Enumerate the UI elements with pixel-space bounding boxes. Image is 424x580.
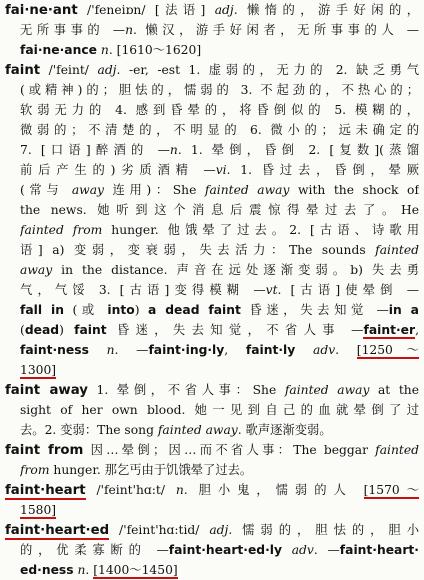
text-segment-highlighted: [1570～ xyxy=(363,483,419,497)
entry-line xyxy=(20,40,419,60)
text-segment xyxy=(282,543,292,557)
text-segment: . 懦弱的，胆怯的，胆小 xyxy=(228,523,419,537)
italic-label: adj xyxy=(209,523,229,537)
text-segment: . 胆小鬼，懦弱的人 xyxy=(183,483,364,497)
entry-line xyxy=(5,60,419,80)
text-segment: ) xyxy=(134,303,149,317)
entry-line xyxy=(20,200,419,220)
derived-form: fai·ne·ance xyxy=(20,43,97,57)
text-segment: ( xyxy=(20,323,25,337)
entry-line xyxy=(20,360,419,380)
derived-form: ed·ness xyxy=(20,563,74,577)
italic-label: n xyxy=(125,23,133,37)
text-segment: 连用)：She xyxy=(103,183,205,197)
text-segment: . [古语]使晕倒 — xyxy=(277,283,419,297)
text-segment: hunger. 那乞丐由于饥饿晕了过去。 xyxy=(49,463,253,477)
derived-form: faint·heart· xyxy=(339,543,419,557)
italic-label: adj xyxy=(97,63,117,77)
text-segment: . — xyxy=(114,343,149,357)
text-segment: /'feint'hɑ:tid/ xyxy=(109,523,210,537)
text-segment: 的，优柔寡断的 — xyxy=(20,543,169,557)
italic-label: n xyxy=(169,143,178,157)
entry-line xyxy=(20,420,419,440)
entry-line xyxy=(20,320,419,340)
entry-line xyxy=(20,500,419,520)
entry-line xyxy=(20,220,419,240)
text-segment: (或 xyxy=(63,303,108,317)
text-segment: 气，气馁 3. [古语]变得模糊 — xyxy=(20,283,266,297)
text-segment: 无所事事的 — xyxy=(20,23,126,37)
text-segment: . 1. 昏过去，昏倒，晕厥 xyxy=(226,163,419,177)
italic-label: fainted xyxy=(375,243,419,257)
italic-label: fainted away xyxy=(157,423,238,437)
italic-label: n xyxy=(77,563,86,577)
text-segment: at the xyxy=(369,383,419,397)
derived-form: into xyxy=(107,303,135,317)
text-segment: hunger. 他饿晕了过去。2. [古语、诗歌用 xyxy=(102,223,419,237)
entry-line xyxy=(20,280,419,300)
italic-label: fainted away xyxy=(204,183,290,197)
text-segment: . 懒惰的，游手好闲的， xyxy=(233,3,419,17)
entry-line xyxy=(20,460,419,480)
italic-label: n xyxy=(175,483,184,497)
italic-label: n xyxy=(100,43,109,57)
italic-label: from xyxy=(20,463,50,477)
text-segment: /'feneiɒn/ [法语] xyxy=(77,3,215,17)
text-segment: 昏迷，失去知觉 — xyxy=(240,303,389,317)
text-segment: 7. [口语]醉酒的 — xyxy=(20,143,170,157)
text-segment: . xyxy=(335,343,357,357)
entry-line xyxy=(20,20,419,40)
entry-line xyxy=(5,520,419,540)
derived-form: faint·ing·ly xyxy=(148,343,225,357)
text-segment: 去。2. 变弱：The song xyxy=(20,423,158,437)
entry-line xyxy=(20,540,419,560)
text-segment: 昏迷，失去知觉，不省人事 — xyxy=(106,323,364,337)
italic-label: adv xyxy=(313,343,336,357)
text-segment: in the distance. 声音在远处逐渐变弱。b) 失去勇 xyxy=(52,263,419,277)
entry-line xyxy=(20,400,419,420)
derived-form: faint xyxy=(74,323,107,337)
derived-form: a dead faint xyxy=(148,303,241,317)
headword: faint xyxy=(5,63,41,78)
text-segment: , xyxy=(415,323,419,337)
derived-form: faint·heart·ed·ly xyxy=(168,543,282,557)
italic-label: n xyxy=(106,343,115,357)
text-segment: the news. 她听到这个消息后震惊得晕过去了。He xyxy=(20,203,419,217)
entry-line xyxy=(5,440,419,460)
text-segment: 语] a) 变弱，变衰弱，失去活力：The sounds xyxy=(20,243,376,257)
entry-line xyxy=(20,80,419,100)
entry-line xyxy=(20,560,419,580)
headword: fai·ne·ant xyxy=(5,3,78,18)
text-segment: 前后产生的)劣质酒精 — xyxy=(20,163,216,177)
text-segment-highlighted: [1400～1450] xyxy=(93,563,178,577)
headword-highlighted: faint·heart xyxy=(5,483,86,498)
derived-form: fall in xyxy=(20,303,64,317)
text-segment: /'feint'hɑ:t/ xyxy=(85,483,176,497)
italic-label: vt xyxy=(265,283,278,297)
text-segment xyxy=(295,343,313,357)
entry-line xyxy=(20,180,419,200)
entry-line xyxy=(20,240,419,260)
text-segment: (常与 xyxy=(20,183,72,197)
text-segment: (或精神)的；胆怯的，懦弱的 3. 不起劲的，不热心的； xyxy=(20,83,419,97)
text-segment: . — xyxy=(313,543,340,557)
text-segment: . [1610～1620] xyxy=(108,43,202,57)
italic-label: fainted from xyxy=(20,223,103,237)
text-segment: . 懒汉，游手好闲者，无所事事的人 — xyxy=(132,23,419,37)
italic-label: fainted xyxy=(375,443,419,457)
entry-line xyxy=(20,340,419,360)
derived-form: in a xyxy=(388,303,419,317)
entry-line xyxy=(20,160,419,180)
text-segment-highlighted: 1580] xyxy=(20,503,57,517)
entry-line xyxy=(20,300,419,320)
derived-form: faint·ness xyxy=(20,343,89,357)
italic-label: adj xyxy=(214,3,234,17)
text-segment xyxy=(89,343,107,357)
text-segment: , xyxy=(224,343,246,357)
text-segment: ) xyxy=(59,323,75,337)
entry-line xyxy=(20,140,419,160)
text-segment: 软弱无力的 4. 感到昏晕的，将昏倒似的 5. 模糊的， xyxy=(20,103,419,117)
text-segment-highlighted: 1300] xyxy=(20,363,57,377)
entry-line xyxy=(5,480,419,500)
headword: faint away xyxy=(5,383,88,398)
entry-line xyxy=(20,120,419,140)
italic-label: adv xyxy=(291,543,314,557)
derived-form: faint·ly xyxy=(245,343,296,357)
italic-label: vi xyxy=(215,163,227,177)
derived-form: dead xyxy=(24,323,60,337)
text-segment: with the shock of xyxy=(289,183,419,197)
italic-label: fainted away xyxy=(284,383,370,397)
entry-line xyxy=(5,0,419,20)
entry-line xyxy=(20,260,419,280)
text-segment: 微弱的；不清楚的，不明显的 6. 微小的；远未确定的 xyxy=(20,123,419,137)
text-segment: 1. 晕倒，不省人事：She xyxy=(87,383,285,397)
headword: faint from xyxy=(5,443,84,458)
entry-line xyxy=(5,380,419,400)
text-segment: . 1. 晕倒，昏倒 2. [复数](蒸馏 xyxy=(177,143,419,157)
text-segment: . -er, -est 1. 虚弱的，无力的 2. 缺乏勇气 xyxy=(116,63,419,77)
italic-label: away xyxy=(20,263,53,277)
derived-form-highlighted: faint·er xyxy=(363,323,416,337)
text-segment: . xyxy=(85,563,94,577)
text-segment: /'feint/ xyxy=(40,63,98,77)
text-segment: . 歌声逐渐变弱。 xyxy=(237,423,332,437)
text-segment: sight of her own blood. 她一见到自己的血就晕倒了过 xyxy=(20,403,419,417)
text-segment-highlighted: [1250～ xyxy=(356,343,419,357)
italic-label: away xyxy=(71,183,104,197)
headword-highlighted: faint·heart·ed xyxy=(5,523,110,538)
text-segment: 因…晕倒；因…而不省人事：The beggar xyxy=(83,443,376,457)
entry-line xyxy=(20,100,419,120)
